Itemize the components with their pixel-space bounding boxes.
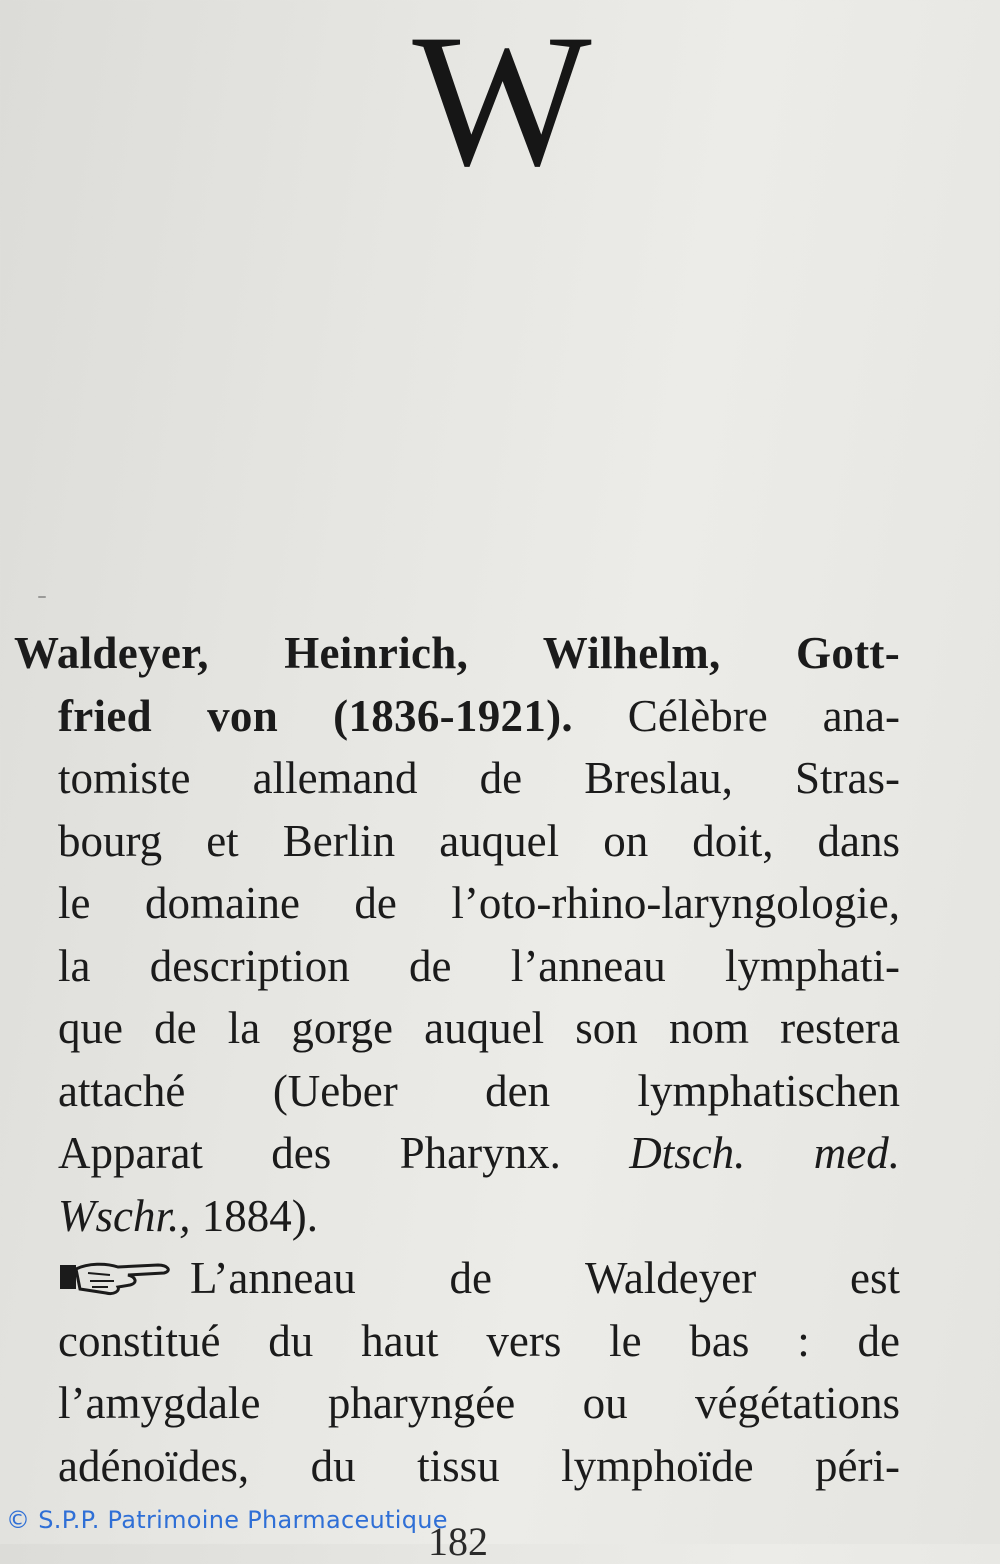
note-text: L’anneau de Waldeyer est: [190, 1253, 900, 1303]
entry-line-10: [14, 1185, 900, 1248]
entry-line-5: le domaine de l’oto-rhino-laryngologie,: [58, 878, 900, 928]
entry-line-3: tomiste allemand de Breslau, Stras-: [58, 753, 900, 803]
entry-line-12: constitué du haut vers le bas : de: [58, 1315, 900, 1366]
section-letter: W: [412, 0, 588, 206]
entry-line-13: l’amygdale pharyngée ou végétations: [58, 1378, 900, 1428]
reference-text: Apparat des Pharynx.: [58, 1128, 630, 1178]
page-number: 182: [428, 1519, 488, 1564]
entry-line-7: que de la gorge auquel son nom restera: [58, 1003, 900, 1053]
journal-title-end: Wschr.,: [58, 1190, 191, 1241]
headword-part-2: fried von (1836-1921).: [58, 690, 573, 741]
entry-line-8: attaché (Ueber den lymphatischen: [58, 1065, 900, 1116]
reference-year: 1884).: [190, 1190, 318, 1241]
entry-line-9: [14, 1122, 900, 1185]
entry-line-4: bourg et Berlin auquel on doit, dans: [58, 815, 900, 866]
pointing-hand-icon: [58, 1255, 178, 1299]
entry-line-11: [14, 1247, 900, 1310]
entry-line-2: [14, 685, 900, 748]
headword-part-1: Waldeyer, Heinrich, Wilhelm, Gott-: [14, 628, 900, 678]
dictionary-entry: [14, 622, 900, 1497]
paper-speck: [38, 596, 46, 598]
journal-title: Dtsch. med.: [629, 1128, 900, 1178]
entry-text: Célèbre ana-: [572, 690, 900, 741]
entry-line-1: [14, 622, 900, 685]
copyright-watermark: © S.P.P. Patrimoine Pharmaceutique: [6, 1506, 448, 1534]
entry-line-6: la description de l’anneau lymphati-: [58, 940, 900, 991]
entry-line-14: adénoïdes, du tissu lymphoïde péri-: [58, 1440, 900, 1491]
